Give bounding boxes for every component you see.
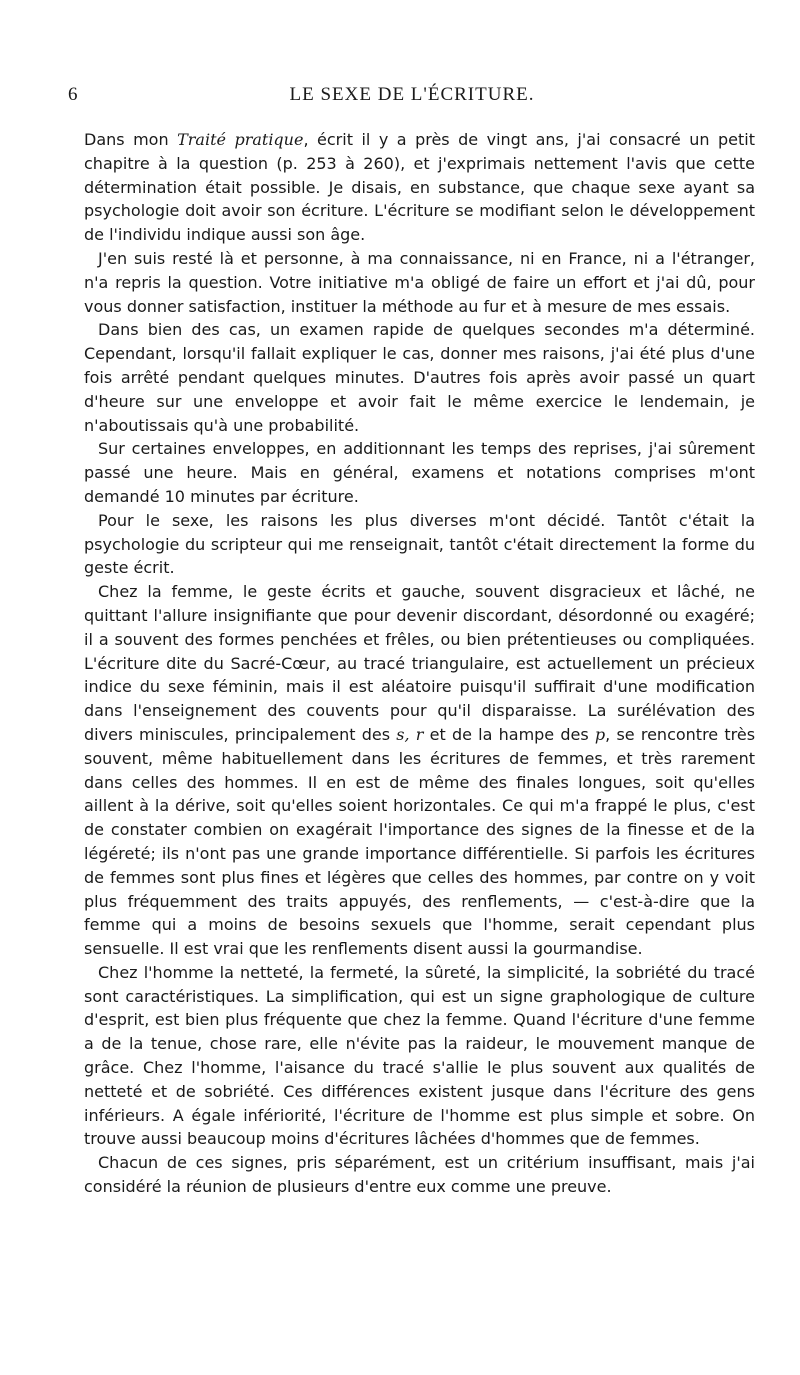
paragraph-2: J'en suis resté là et personne, à ma connaissance, ni en France, ni a l'étranger, n'a repris la question. Votre initiative m'a obligé de faire un effort et j'ai dû, pour vous donner satisfaction, instituer la méthode au fur et à mesure de mes essais.: [84, 248, 755, 316]
paragraph-3: Dans bien des cas, un examen rapide de quelques secondes m'a déterminé. Cependant, lorsqu'il fallait expliquer le cas, donner mes raisons, j'ai été plus d'une fois arrêté pendant quelques minutes. D'autres fois après avoir passé un quart d'heure sur une enveloppe et avoir fait le même exercice le lendemain, je n'aboutissais qu'à une probabilité.: [84, 320, 755, 435]
paragraph-7: Chez l'homme la netteté, la fermeté, la sûreté, la simplicité, la sobriété du tracé sont caractéristiques. La simplification, qui est un signe graphologique de culture d'esprit, est bien plus fréquente que chez la femme. Quand l'écriture d'une femme a de la tenue, chose rare, elle n'évite pas la raideur, le mouvement manque de grâce. Chez l'homme, l'aisance du tracé s'allie le plus souvent aux qualités de netteté et de sobriété. Ces différences existent jusque dans l'écriture des gens inférieurs. A égale infériorité, l'écriture de l'homme est plus simple et sobre. On trouve aussi beaucoup moins d'écritures lâchées d'hommes que de femmes.: [84, 962, 755, 1149]
page-number: 6: [68, 84, 79, 105]
italic-letters: s, r: [396, 724, 424, 744]
paragraph-6: Chez la femme, le geste écrits et gauche, souvent disgracieux et lâché, ne quittant l'allure insignifiante que pour devenir discordant, désordonné ou exagéré; il a souvent des formes penchées et frêles, ou bien prétentieuses ou compliquées. L'écriture dite du Sacré-Cœur, au tracé triangulaire, est actuellement un précieux indice du sexe féminin, mais il est aléatoire puisqu'il suffirait d'une modification dans l'enseignement des couvents pour qu'il disparaisse. La surélévation des divers miniscules, principalement des s, r et de la hampe des p, se rencontre très souvent, même habituellement dans les écritures de femmes, et très rarement dans celles des hommes. Il en est de même des finales longues, soit qu'elles aillent à la dérive, soit qu'elles soient horizontales. Ce qui m'a frappé le plus, c'est de constater combien on exagérait l'importance des signes de la finesse et de la légéreté; ils n'ont pas une grande importance différentielle. Si parfois les écritures de femmes sont plus fines et légères que celles des hommes, par contre on y voit plus fréquemment des traits appuyés, des renflements, — c'est-à-dire que la femme qui a moins de besoins sexuels que l'homme, serait cependant plus sensuelle. Il est vrai que les renflements disent aussi la gourmandise.: [84, 582, 756, 959]
paragraph-1: Dans mon Traité pratique, écrit il y a près de vingt ans, j'ai consacré un petit chapitre à la question (p. 253 à 260), et j'exprimais nettement l'avis que cette détermination était possible. Je disais, en substance, que chaque sexe ayant sa psychologie doit avoir son écriture. L'écriture se modifiant selon le développement de l'individu indique aussi son âge.: [84, 130, 756, 245]
paragraph-4: Sur certaines enveloppes, en additionnant les temps des reprises, j'ai sûrement passé une heure. Mais en général, examens et notations comprises m'ont demandé 10 minutes par écriture.: [84, 439, 755, 506]
book-title: Traité pratique: [177, 130, 304, 149]
italic-letter-p: p: [594, 724, 606, 744]
body-text: [84, 128, 755, 1199]
paragraph-5: Pour le sexe, les raisons les plus diverses m'ont décidé. Tantôt c'était la psychologie du scripteur qui me renseignait, tantôt c'était directement la forme du geste écrit.: [84, 510, 755, 578]
running-title: LE SEXE DE L'ÉCRITURE.: [289, 84, 535, 105]
paragraph-8: Chacun de ces signes, pris séparément, est un critérium insuffisant, mais j'ai considéré la réunion de plusieurs d'entre eux comme une preuve.: [84, 1153, 755, 1197]
page-header: [68, 84, 756, 110]
